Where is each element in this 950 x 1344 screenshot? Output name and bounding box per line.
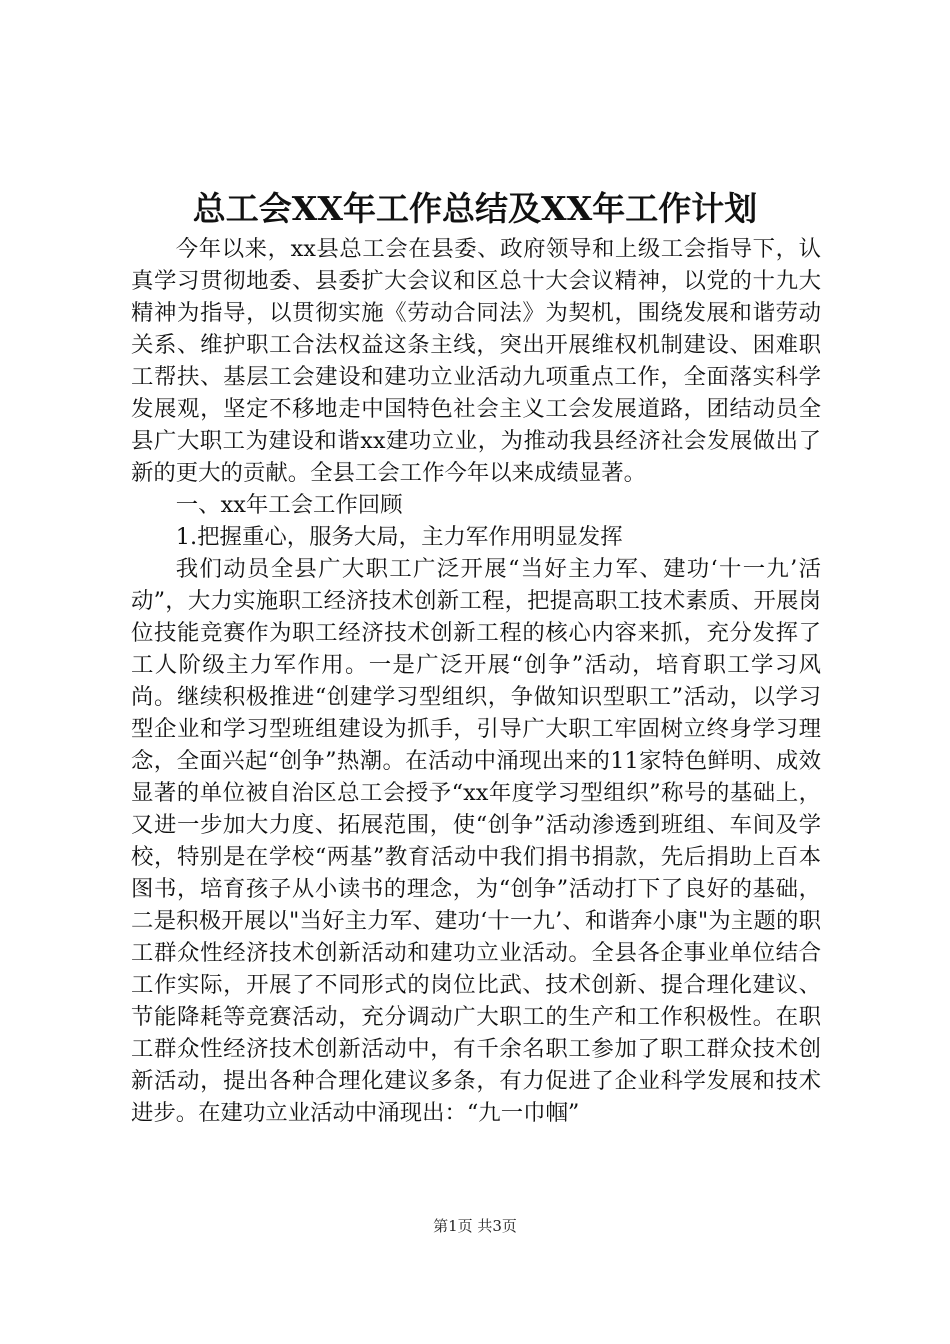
page-footer: 第1页 共3页 — [433, 1217, 517, 1235]
document-title: 总工会XX年工作总结及XX年工作计划 — [192, 189, 758, 228]
subsection-heading: 1.把握重心，服务大局，主力军作用明显发挥 — [175, 524, 623, 550]
paragraph-intro: 今年以来，xx县总工会在县委、政府领导和上级工会指导下，认真学习贯彻地委、县委扩大会议和区总十大会议精神，以党的十九大精神为指导，以贯彻实施《劳动合同法》为契机，围绕发展和谐劳动关系、维护职工合法权益这条主线，突出开展维权机制建设、困难职工帮扶、基层工会建设和建功立业活动九项重点工作，全面落实科学发展观，坚定不移地走中国特色社会主义工会发展道路，团结动员全县广大职工为建设和谐xx建功立业，为推动我县经济社会发展做出了新的更大的贡献。全县工会工作今年以来成绩显著。 — [131, 236, 821, 486]
document-body — [131, 233, 821, 1129]
paragraph-main: 我们动员全县广大职工广泛开展“当好主力军、建功‘十一九’活动”，大力实施职工经济技术创新工程，把提高职工技术素质、开展岗位技能竞赛作为职工经济技术创新工程的核心内容来抓，充分发挥了工人阶级主力军作用。一是广泛开展“创争”活动，培育职工学习风尚。继续积极推进“创建学习型组织，争做知识型职工”活动，以学习型企业和学习型班组建设为抓手，引导广大职工牢固树立终身学习理念，全面兴起“创争”热潮。在活动中涌现出来的11家特色鲜明、成效显著的单位被自治区总工会授予“xx年度学习型组织”称号的基础上，又进一步加大力度、拓展范围，使“创争”活动渗透到班组、车间及学校，特别是在学校“两基”教育活动中我们捐书捐款，先后捐助上百本图书，培育孩子从小读书的理念，为“创争”活动打下了良好的基础，二是积极开展以"当好主力军、建功‘十一九’、和谐奔小康"为主题的职工群众性经济技术创新活动和建功立业活动。全县各企事业单位结合工作实际，开展了不同形式的岗位比武、技术创新、提合理化建议、节能降耗等竞赛活动，充分调动广大职工的生产和工作积极性。在职工群众性经济技术创新活动中，有千余名职工参加了职工群众技术创新活动，提出各种合理化建议多条，有力促进了企业科学发展和技术进步。在建功立业活动中涌现出：“九一巾帼” — [131, 556, 821, 1126]
section-heading: 一、xx年工会工作回顾 — [175, 492, 403, 518]
